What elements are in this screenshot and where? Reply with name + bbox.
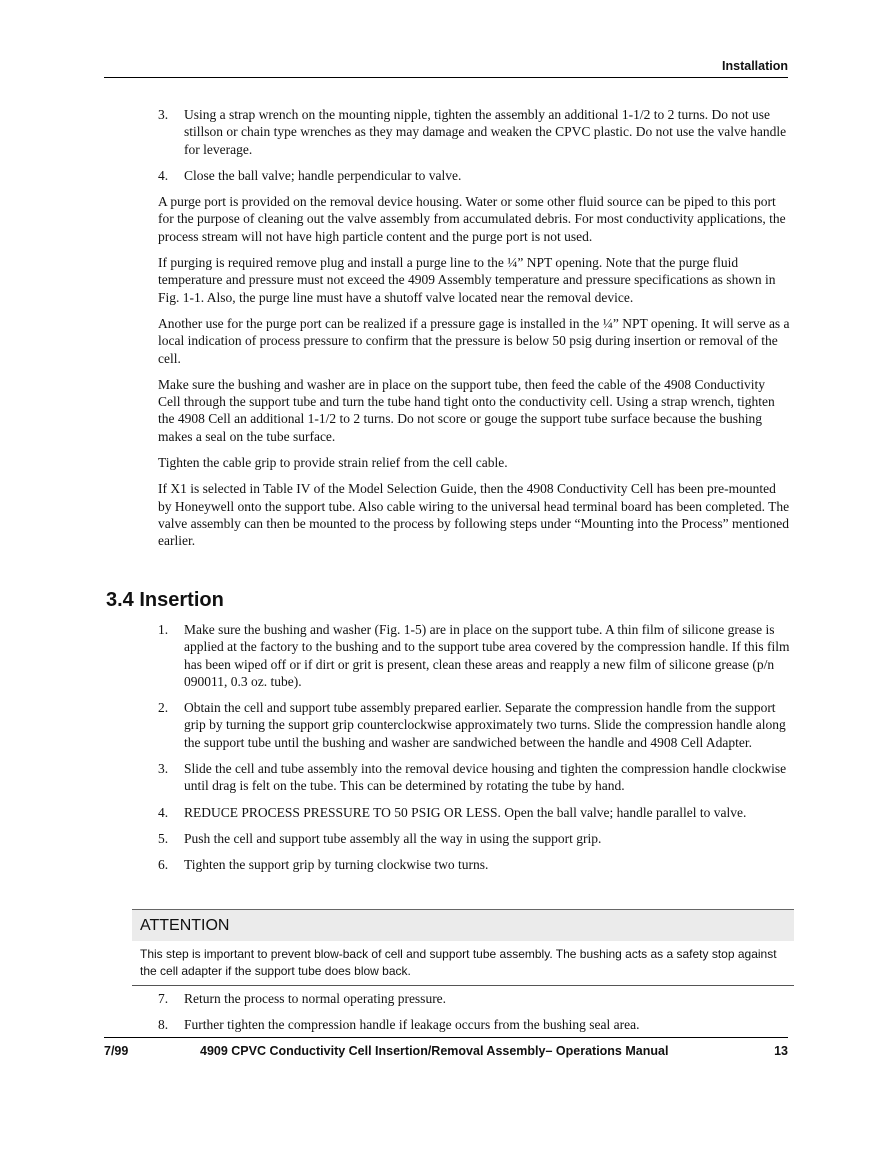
step-number: 5.	[158, 830, 169, 846]
insertion-steps-continued	[158, 990, 790, 1043]
footer-title: 4909 CPVC Conductivity Cell Insertion/Removal Assembly– Operations Manual	[200, 1044, 669, 1058]
step-text: Close the ball valve; handle perpendicular to valve.	[184, 167, 462, 183]
step-text: Tighten the support grip by turning clockwise two turns.	[184, 857, 489, 873]
list-item	[158, 990, 790, 1007]
list-item	[158, 1016, 790, 1033]
list-item	[158, 830, 790, 847]
step-number: 6.	[158, 857, 169, 873]
step-number: 7.	[158, 991, 169, 1006]
paragraph-purge-port: A purge port is provided on the removal device housing. Water or some other fluid source can be piped to this port for the purpose of cleaning out the valve assembly from accumulated debris. For most conductivity applications, the process stream will not have high particle content and the purge port is not used.	[158, 194, 786, 244]
step-number: 3.	[158, 107, 169, 122]
step-text: REDUCE PROCESS PRESSURE TO 50 PSIG OR LESS. Open the ball valve; handle parallel to valve.	[184, 804, 747, 820]
paragraph-purging: If purging is required remove plug and install a purge line to the ¼” NPT opening. Note that the purge fluid temperature and pressure must not exceed the 4909 Assembly temperature and pressure specifications as shown in Fig. 1-1. Also, the purge line must have a shutoff valve located near the removal device.	[158, 255, 776, 305]
list-item	[158, 856, 790, 873]
list-item	[158, 804, 790, 821]
page-header	[104, 58, 788, 78]
list-item	[158, 699, 790, 751]
step-number: 1.	[158, 622, 169, 637]
list-item	[158, 621, 790, 690]
step-number: 4.	[158, 804, 169, 820]
step-text: Make sure the bushing and washer (Fig. 1-5) are in place on the support tube. A thin film of silicone grease is applied at the factory to the bushing and to the support tube area covered by the compression handle. If this film has been wiped off or if dirt or grit is present, clean these areas and reapply a new film of silicone grease (p/n 090011, 0.3 oz. tube).	[184, 622, 790, 689]
footer-date: 7/99	[104, 1044, 129, 1058]
step-number: 8.	[158, 1017, 169, 1033]
paragraph-cable-grip: Tighten the cable grip to provide strain relief from the cell cable.	[158, 455, 508, 471]
attention-heading: ATTENTION	[132, 910, 794, 941]
step-text: Using a strap wrench on the mounting nipple, tighten the assembly an additional 1-1/2 to 2 turns. Do not use stillson or chain type wrenches as they may damage and weaken the CPVC plastic. Do not use the valve handle for leverage.	[184, 107, 787, 157]
step-text: Obtain the cell and support tube assembly prepared earlier. Separate the compression handle from the support grip by turning the support grip counterclockwise approximately two turns. Slide the compression handle along the support tube until the bushing and washer are sandwiched between the handle and 4908 Cell Adapter.	[184, 700, 786, 750]
list-item	[158, 167, 790, 184]
attention-box	[132, 909, 794, 986]
step-number: 2.	[158, 700, 169, 716]
attention-body: This step is important to prevent blow-back of cell and support tube assembly. The bushing acts as a safety stop against the cell adapter if the support tube does blow back.	[140, 947, 777, 978]
list-item	[158, 106, 790, 158]
page-footer	[104, 1037, 788, 1058]
step-text: Push the cell and support tube assembly all the way in using the support grip.	[184, 830, 602, 846]
list-item	[158, 760, 790, 795]
header-section-label: Installation	[722, 59, 788, 73]
step-number: 3.	[158, 761, 169, 777]
paragraph-pressure-gage: Another use for the purge port can be realized if a pressure gage is installed in the ¼” NPT opening. It will serve as a local indication of process pressure to confirm that the pressure is below 50 psig during insertion or removal of the cell.	[158, 315, 790, 366]
intro-content	[158, 106, 790, 559]
page-number: 13	[774, 1044, 788, 1058]
step-text: Slide the cell and tube assembly into the removal device housing and tighten the compression handle clockwise until drag is felt on the tube. This can be determined by rotating the tube by hand.	[184, 761, 787, 794]
step-text: Further tighten the compression handle if leakage occurs from the bushing seal area.	[184, 1017, 640, 1033]
step-number: 4.	[158, 167, 169, 183]
step-text: Return the process to normal operating pressure.	[184, 991, 447, 1006]
paragraph-premounted: If X1 is selected in Table IV of the Model Selection Guide, then the 4908 Conductivity Cell has been pre-mounted by Honeywell onto the support tube. Also cable wiring to the universal head terminal board has been completed. The valve assembly can then be mounted to the process by following steps under “Mounting into the Process” mentioned earlier.	[158, 481, 790, 549]
section-title: 3.4 Insertion	[106, 589, 224, 611]
insertion-steps	[158, 621, 790, 883]
paragraph-bushing: Make sure the bushing and washer are in place on the support tube, then feed the cable of the 4908 Conductivity Cell through the support tube and turn the tube hand tight onto the conductivity cell. Using a strap wrench, tighten the 4908 Cell an additional 1-1/2 to 2 turns. Do not score or gouge the support tube surface because the bushing makes a seal on the tube surface.	[158, 376, 775, 444]
